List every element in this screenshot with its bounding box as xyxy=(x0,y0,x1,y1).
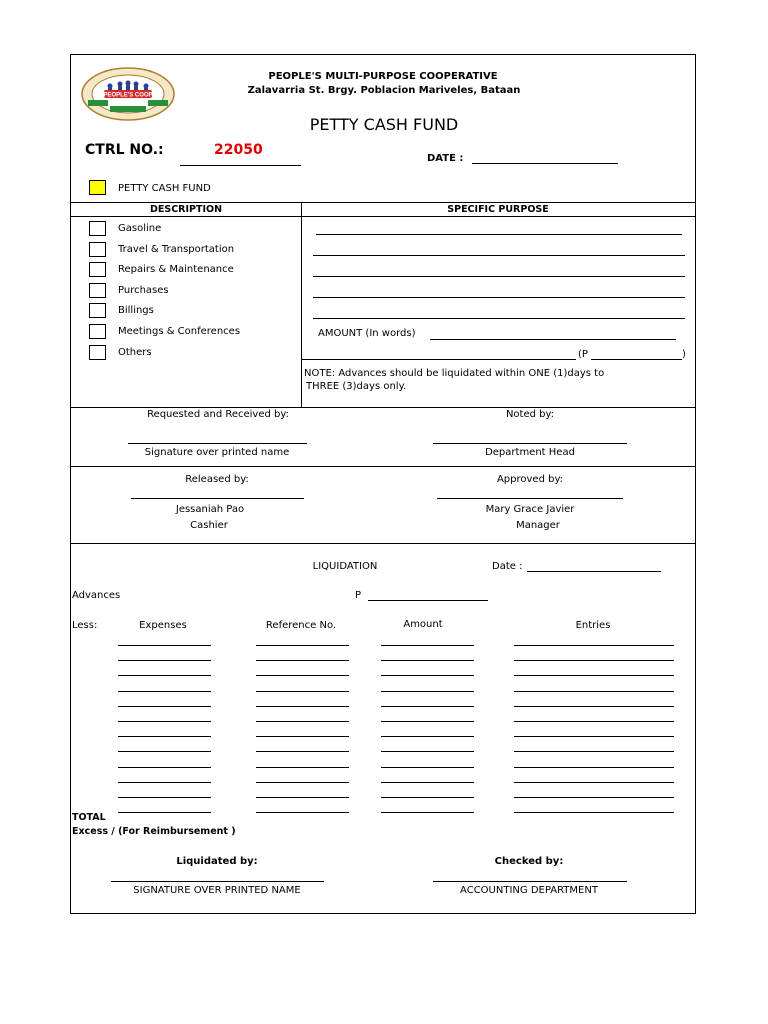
released-title: Cashier xyxy=(190,520,228,531)
total-label: TOTAL xyxy=(72,812,106,823)
noted-sub: Department Head xyxy=(485,447,575,458)
advances-label: Advances xyxy=(72,590,121,601)
entries-line[interactable] xyxy=(514,767,674,768)
liquidation-date-label: Date : xyxy=(492,561,523,572)
peso-close: ) xyxy=(682,349,686,360)
approved-signature-line[interactable] xyxy=(437,498,623,499)
description-item-label: Others xyxy=(118,347,152,358)
expense-line[interactable] xyxy=(118,660,211,661)
released-name: Jessaniah Pao xyxy=(175,504,245,515)
approved-label: Approved by: xyxy=(496,474,564,485)
ctrl-label: CTRL NO.: xyxy=(85,142,164,158)
amount-line[interactable] xyxy=(381,812,474,813)
advances-amount-line[interactable] xyxy=(368,600,488,601)
expense-line[interactable] xyxy=(118,767,211,768)
entries-line[interactable] xyxy=(514,706,674,707)
ctrl-underline xyxy=(180,165,301,166)
entries-line[interactable] xyxy=(514,675,674,676)
col-amount: Amount xyxy=(403,619,443,630)
description-item-label: Purchases xyxy=(118,285,169,296)
peso-amount-line[interactable] xyxy=(591,359,682,360)
description-checkbox[interactable] xyxy=(89,303,106,318)
col-entries: Entries xyxy=(575,620,611,631)
liquidated-sub: SIGNATURE OVER PRINTED NAME xyxy=(133,885,301,896)
petty-cash-checkbox[interactable] xyxy=(89,180,106,195)
noted-label: Noted by: xyxy=(505,409,555,420)
expense-line[interactable] xyxy=(118,721,211,722)
reference-line[interactable] xyxy=(256,721,349,722)
expense-line[interactable] xyxy=(118,706,211,707)
amount-line[interactable] xyxy=(381,645,474,646)
table-top-line xyxy=(70,202,696,203)
checked-label: Checked by: xyxy=(494,856,564,867)
amount-words-label: AMOUNT (In words) xyxy=(318,328,416,339)
reference-line[interactable] xyxy=(256,797,349,798)
entries-line[interactable] xyxy=(514,812,674,813)
table-divider xyxy=(301,202,302,407)
reference-line[interactable] xyxy=(256,736,349,737)
section-line-1 xyxy=(70,407,696,408)
col-specific-purpose: SPECIFIC PURPOSE xyxy=(447,204,549,215)
released-label: Released by: xyxy=(185,474,249,485)
requested-signature-line[interactable] xyxy=(128,443,307,444)
noted-signature-line[interactable] xyxy=(433,443,627,444)
col-description: DESCRIPTION xyxy=(149,204,223,215)
ctrl-value: 22050 xyxy=(214,142,263,158)
entries-line[interactable] xyxy=(514,782,674,783)
amount-line[interactable] xyxy=(381,782,474,783)
amount-line[interactable] xyxy=(381,691,474,692)
reference-line[interactable] xyxy=(256,660,349,661)
peso-label: (P xyxy=(578,349,588,360)
entries-line[interactable] xyxy=(514,797,674,798)
liquidation-title: LIQUIDATION xyxy=(312,561,378,572)
amount-line[interactable] xyxy=(381,767,474,768)
released-signature-line[interactable] xyxy=(131,498,304,499)
amount-words-line-2[interactable] xyxy=(302,359,576,360)
expense-line[interactable] xyxy=(118,675,211,676)
entries-line[interactable] xyxy=(514,660,674,661)
description-checkbox[interactable] xyxy=(89,221,106,236)
coop-address: Zalavarria St. Brgy. Poblacion Mariveles, Bataan xyxy=(247,85,521,96)
checked-sub: ACCOUNTING DEPARTMENT xyxy=(460,885,598,896)
note-line-1: NOTE: Advances should be liquidated within ONE (1)days to xyxy=(304,368,605,379)
purpose-line[interactable] xyxy=(313,318,685,319)
logo-text: PEOPLE'S COOP xyxy=(103,92,153,99)
reference-line[interactable] xyxy=(256,706,349,707)
description-item-label: Repairs & Maintenance xyxy=(118,264,234,275)
liquidated-label: Liquidated by: xyxy=(176,856,258,867)
date-input-line[interactable] xyxy=(472,163,618,164)
reference-line[interactable] xyxy=(256,812,349,813)
expense-line[interactable] xyxy=(118,782,211,783)
purpose-line[interactable] xyxy=(313,255,685,256)
description-checkbox[interactable] xyxy=(89,283,106,298)
reference-line[interactable] xyxy=(256,767,349,768)
approved-title: Manager xyxy=(516,520,560,531)
expense-line[interactable] xyxy=(118,751,211,752)
description-checkbox[interactable] xyxy=(89,242,106,257)
coop-name: PEOPLE'S MULTI-PURPOSE COOPERATIVE xyxy=(268,71,498,82)
section-line-3 xyxy=(70,543,696,544)
amount-line[interactable] xyxy=(381,660,474,661)
reference-line[interactable] xyxy=(256,645,349,646)
amount-line[interactable] xyxy=(381,706,474,707)
entries-line[interactable] xyxy=(514,736,674,737)
purpose-line[interactable] xyxy=(316,234,682,235)
reference-line[interactable] xyxy=(256,751,349,752)
reference-line[interactable] xyxy=(256,675,349,676)
advances-p-label: P xyxy=(355,590,362,601)
amount-line[interactable] xyxy=(381,721,474,722)
purpose-line[interactable] xyxy=(313,276,685,277)
entries-line[interactable] xyxy=(514,645,674,646)
description-item-label: Meetings & Conferences xyxy=(118,326,241,337)
description-item-label: Gasoline xyxy=(118,223,162,234)
amount-line[interactable] xyxy=(381,797,474,798)
entries-line[interactable] xyxy=(514,691,674,692)
expense-line[interactable] xyxy=(118,797,211,798)
amount-line[interactable] xyxy=(381,675,474,676)
coop-logo xyxy=(80,66,176,122)
approved-name: Mary Grace Javier xyxy=(485,504,575,515)
requested-label: Requested and Received by: xyxy=(147,409,289,420)
section-line-2 xyxy=(70,466,696,467)
checked-signature-line[interactable] xyxy=(433,881,627,882)
purpose-line[interactable] xyxy=(313,297,685,298)
petty-cash-label: PETTY CASH FUND xyxy=(118,183,211,194)
reference-line[interactable] xyxy=(256,691,349,692)
date-label: DATE : xyxy=(427,153,464,164)
amount-line[interactable] xyxy=(381,751,474,752)
expense-line[interactable] xyxy=(118,645,211,646)
requested-sub: Signature over printed name xyxy=(144,447,290,458)
expense-line[interactable] xyxy=(118,736,211,737)
note-line-2: THREE (3)days only. xyxy=(306,381,407,392)
description-checkbox[interactable] xyxy=(89,345,106,360)
amount-line[interactable] xyxy=(381,736,474,737)
entries-line[interactable] xyxy=(514,751,674,752)
col-expenses: Expenses xyxy=(139,620,187,631)
expense-line[interactable] xyxy=(118,691,211,692)
description-checkbox[interactable] xyxy=(89,324,106,339)
excess-label: Excess / (For Reimbursement ) xyxy=(72,826,236,837)
reference-line[interactable] xyxy=(256,782,349,783)
form-title: PETTY CASH FUND xyxy=(309,115,459,134)
description-item-label: Billings xyxy=(118,305,154,316)
amount-words-line[interactable] xyxy=(430,339,676,340)
expense-line[interactable] xyxy=(118,812,211,813)
col-reference: Reference No. xyxy=(265,620,337,631)
table-header-line xyxy=(70,216,696,217)
description-item-label: Travel & Transportation xyxy=(118,244,235,255)
liquidated-signature-line[interactable] xyxy=(111,881,324,882)
description-checkbox[interactable] xyxy=(89,262,106,277)
less-label: Less: xyxy=(72,620,98,631)
liquidation-date-line[interactable] xyxy=(527,571,661,572)
entries-line[interactable] xyxy=(514,721,674,722)
